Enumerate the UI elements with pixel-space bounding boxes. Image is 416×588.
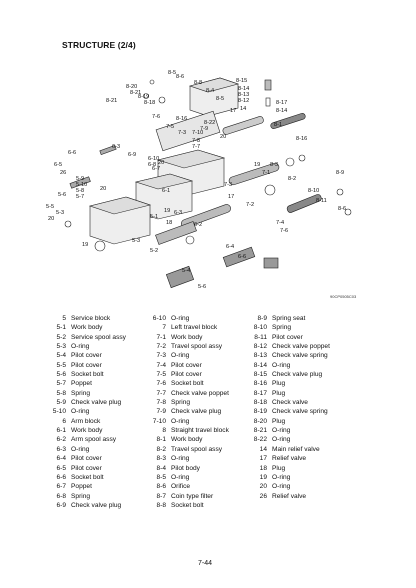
parts-list-row [245,435,330,444]
parts-list-row [245,426,330,435]
part-number: 19 [259,473,267,481]
parts-list-row [245,323,330,332]
part-name: Check valve plug [71,501,122,509]
callout-label: 20 [100,186,107,192]
parts-list-row [44,482,126,491]
callout-label: 19 [164,208,171,214]
part-name: Arm block [71,417,101,425]
part-name: Socket bolt [71,371,104,379]
callout-label: 6-3 [112,144,121,150]
part-number: 5-7 [56,380,66,388]
part-name: O-ring [71,408,90,416]
part-number: 5-5 [56,361,66,369]
part-number: 8-14 [253,361,267,369]
parts-list-row [44,426,126,435]
parts-list-row [245,482,330,491]
part-name: Pilot cover [71,361,102,369]
callout-label: 7-3 [224,182,233,188]
parts-list-column-3 [245,314,330,501]
part-name: Pilot cover [171,361,202,369]
part-number: 7-10 [152,417,166,425]
callout-label: 8-22 [204,120,216,126]
callout-label: 8-2 [288,176,297,182]
part-name: O-ring [171,352,190,360]
callout-label: 8-5 [168,70,177,76]
part-number: 5-3 [56,343,66,351]
parts-list-row [44,333,126,342]
callout-label: 8-12 [238,98,250,104]
part-name: O-ring [272,361,291,369]
callout-label: 17 [230,108,237,114]
parts-list-column-1 [44,314,126,510]
parts-list-row [245,314,330,323]
part-number: 6 [62,417,66,425]
parts-list-row [44,314,126,323]
part-number: 8-16 [253,380,267,388]
parts-list-row [245,342,330,351]
callout-label: 5-3 [56,210,65,216]
part-number: 8-4 [156,464,166,472]
parts-list-row [44,417,126,426]
part-number: 18 [259,464,267,472]
part-number: 7-3 [156,352,166,360]
parts-list-row [44,435,126,444]
part-name: Main relief valve [272,445,320,453]
callout-label: 26 [60,170,67,176]
parts-list-row [44,351,126,360]
part-name: Coin type filter [171,492,214,500]
part-number: 7-2 [156,343,166,351]
part-number: 7-5 [156,371,166,379]
callout-label: 5-3 [132,238,141,244]
part-name: Spring [71,492,91,500]
callout-label: 8-20 [126,84,138,90]
part-number: 8-1 [156,436,166,444]
part-number: 26 [259,492,267,500]
page-title: STRUCTURE (2/4) [62,40,136,50]
part-number: 8-12 [253,343,267,351]
part-number: 5-2 [56,333,66,341]
parts-list-row [144,426,229,435]
parts-list-row [245,417,330,426]
callout-label: 8-16 [176,116,188,122]
callout-label: 6-1 [162,188,171,194]
callout-label: 8-6 [338,206,347,212]
parts-list-row [44,323,126,332]
part-name: Pilot cover [71,352,102,360]
parts-list-row [44,342,126,351]
part-name: Pilot cover [71,455,102,463]
part-name: Orifice [171,483,191,491]
part-name: Spring [272,324,292,332]
parts-list-row [44,389,126,398]
callout-label: 5-5 [46,204,55,210]
part-number: 8-11 [254,333,267,341]
part-name: Work body [71,427,103,435]
callout-label: 5-8 [76,188,85,194]
part-name: Spring [71,389,91,397]
part-name: Plug [272,464,286,472]
part-number: 8-20 [253,417,267,425]
parts-list-row [44,379,126,388]
part-name: Poppet [71,483,92,491]
callout-label: 8-15 [236,78,248,84]
parts-list-row [44,464,126,473]
parts-list-row [144,323,229,332]
figure-code: 90CP0505C03 [330,294,357,299]
part-number: 5-9 [56,399,66,407]
part-number: 8-21 [253,427,267,435]
callout-label: 6-5 [54,162,63,168]
parts-list-row [144,351,229,360]
parts-list-row [44,370,126,379]
part-name: Travel spool assy [171,343,223,351]
part-number: 7-1 [156,333,166,341]
part-number: 5-8 [56,389,66,397]
part-name: Check valve plug [71,399,122,407]
part-number: 7-8 [156,399,166,407]
part-number: 8-5 [156,473,166,481]
part-number: 8-6 [156,483,166,491]
callout-label: 7-4 [276,220,285,226]
part-name: O-ring [272,436,291,444]
part-name: O-ring [71,445,90,453]
part-name: Socket bolt [171,501,204,509]
part-name: Socket bolt [71,473,104,481]
callout-label: 8-4 [206,88,215,94]
parts-list-row [144,492,229,501]
parts-list-row [44,361,126,370]
callout-label: 8-21 [106,98,118,104]
part-number: 7-7 [156,389,166,397]
callout-label: 7-6 [152,114,161,120]
callout-label: 6-7 [152,166,161,172]
part-number: 8-2 [156,445,166,453]
callout-label: 8-9 [336,170,345,176]
exploded-view-diagram [40,62,370,297]
part-name: Relief valve [272,492,307,500]
callout-label: 18 [166,220,173,226]
callout-label: 5-10 [76,182,88,188]
callout-label: 20 [220,134,227,140]
callout-label: 5-7 [76,194,85,200]
part-name: Socket bolt [171,380,204,388]
part-name: Check valve poppet [171,389,229,397]
callout-label: 8-17 [276,100,288,106]
part-name: O-ring [171,315,190,322]
parts-list-row [245,407,330,416]
part-number: 6-6 [56,473,66,481]
parts-list-row [44,445,126,454]
callout-label: 19 [254,162,261,168]
part-number: 20 [259,483,267,491]
parts-list-row [44,492,126,501]
part-name: Left travel block [171,324,218,332]
part-name: Service spool assy [71,333,126,341]
parts-list-row [144,464,229,473]
part-number: 6-1 [56,427,66,435]
parts-list-row [144,435,229,444]
callout-label: 5-6 [58,192,67,198]
parts-list-row [144,361,229,370]
callout-label: 6-4 [226,244,235,250]
callout-label: 8-10 [308,188,320,194]
parts-list-row [44,501,126,510]
part-name: O-ring [171,417,190,425]
part-number: 8-19 [253,408,267,416]
part-number: 6-10 [152,315,166,322]
callout-label: 8-6 [176,74,185,80]
parts-list-row [144,482,229,491]
part-number: 8-15 [253,371,267,379]
part-number: 17 [259,455,267,463]
part-number: 8-18 [253,399,267,407]
callout-label: 7-6 [280,228,289,234]
part-number: 14 [259,445,267,453]
part-number: 6-8 [56,492,66,500]
parts-list-row [245,464,330,473]
part-name: Check valve plug [171,408,222,416]
part-number: 8-10 [253,324,267,332]
parts-list-row [144,454,229,463]
part-number: 7-9 [156,408,166,416]
parts-list-row [44,407,126,416]
part-name: O-ring [71,343,90,351]
parts-list-row [245,379,330,388]
callout-label: 7-2 [246,202,255,208]
parts-list-column-2 [144,314,229,510]
part-number: 8-17 [253,389,267,397]
part-number: 6-2 [56,436,66,444]
part-name: Work body [171,333,203,341]
part-name: O-ring [272,473,291,481]
callout-label: 8-13 [238,92,250,98]
parts-list-row [245,361,330,370]
callout-label: 5-2 [150,248,159,254]
callout-label: 7-8 [192,138,201,144]
parts-list-row [245,492,330,501]
part-name: Pilot cover [171,371,202,379]
callout-label: 6-6 [68,150,77,156]
part-name: Spring [171,399,191,407]
callout-label: 6-8 [148,162,157,168]
part-name: Plug [272,380,286,388]
part-name: Check valve spring [272,352,328,360]
part-name: Plug [272,417,286,425]
callout-label: 8-14 [276,108,288,114]
part-name: Work body [71,324,103,332]
callout-label: 7-5 [166,124,175,130]
parts-list-row [245,445,330,454]
part-name: Spring seat [272,315,306,322]
part-number: 5-1 [56,324,66,332]
part-number: 5-6 [56,371,66,379]
part-name: Arm spool assy [71,436,117,444]
part-name: Pilot cover [71,464,102,472]
part-name: O-ring [171,473,190,481]
part-name: O-ring [272,483,291,491]
callout-label: 8-5 [216,96,225,102]
callout-label: 8-11 [316,198,327,204]
callout-label: 6-2 [194,222,203,228]
part-name: O-ring [171,455,190,463]
callout-label: 8-1 [274,122,283,128]
parts-list-row [144,333,229,342]
parts-list-row [144,398,229,407]
callout-label: 14 [240,106,247,112]
part-number: 8-22 [253,436,267,444]
part-number: 7-4 [156,361,166,369]
part-number: 8-7 [156,492,166,500]
part-name: Check valve [272,399,308,407]
callout-label: 6-3 [174,210,183,216]
callout-label: 8-21 [130,90,142,96]
part-number: 7-6 [156,380,166,388]
parts-list-row [245,473,330,482]
callout-label: 5-1 [150,214,159,220]
part-number: 6-9 [56,501,66,509]
callout-label: 7-9 [200,126,209,132]
part-number: 8 [162,427,166,435]
callout-label: 20 [48,216,55,222]
part-name: Service block [71,315,111,322]
part-name: Pilot cover [272,333,303,341]
part-name: Check valve spring [272,408,328,416]
part-name: Poppet [71,380,92,388]
parts-list-row [245,351,330,360]
parts-list-row [144,417,229,426]
part-name: O-ring [272,427,291,435]
callout-label: 7-7 [192,144,201,150]
parts-list-row [144,501,229,510]
part-number: 6-4 [56,455,66,463]
diagram-parts [65,78,351,288]
parts-list-row [44,398,126,407]
callout-label: 5-4 [182,268,191,274]
callout-label: 6-6 [238,254,247,260]
callout-label: 8-19 [138,94,150,100]
parts-list-row [245,389,330,398]
part-number: 6-5 [56,464,66,472]
parts-list-row [144,389,229,398]
parts-list-row [245,398,330,407]
part-number: 8-9 [257,315,267,322]
parts-list-row [144,342,229,351]
callout-label: 7-1 [262,170,271,176]
callout-label: 5-6 [198,284,207,290]
callout-label: 19 [82,242,89,248]
part-name: Check valve plug [272,371,323,379]
callout-label: 20 [158,160,165,166]
callout-label: 8-14 [238,86,250,92]
part-name: Work body [171,436,203,444]
part-number: 6-7 [56,483,66,491]
part-number: 8-13 [253,352,267,360]
parts-list-row [44,473,126,482]
parts-list-row [144,379,229,388]
part-name: Relief valve [272,455,307,463]
parts-list-row [245,454,330,463]
callout-label: 17 [228,194,235,200]
callout-label: 8-3 [270,162,279,168]
page-number: 7-44 [198,560,213,567]
part-number: 8-3 [156,455,166,463]
callout-label: 5-9 [76,176,85,182]
callout-label: 8-8 [194,80,203,86]
part-number: 6-3 [56,445,66,453]
parts-list-row [144,370,229,379]
callout-label: 7-3 [178,130,187,136]
part-number: 5 [62,315,66,322]
part-number: 7 [162,324,166,332]
part-number: 5-10 [52,408,66,416]
parts-list-row [144,314,229,323]
part-name: Plug [272,389,286,397]
parts-list-row [144,445,229,454]
callout-label: 6-10 [148,156,160,162]
callout-label: 7-10 [192,130,204,136]
part-number: 5-4 [56,352,66,360]
parts-list-row [144,473,229,482]
part-name: Check valve poppet [272,343,330,351]
part-name: Straight travel block [171,427,229,435]
part-number: 8-8 [156,501,166,509]
part-name: Travel spool assy [171,445,223,453]
parts-list-row [245,333,330,342]
part-name: Pilot body [171,464,200,472]
callout-label: 8-18 [144,100,156,106]
parts-list-row [44,454,126,463]
callout-label: 8-16 [296,136,308,142]
callout-label: 6-9 [128,152,137,158]
parts-list-row [245,370,330,379]
parts-list-row [144,407,229,416]
